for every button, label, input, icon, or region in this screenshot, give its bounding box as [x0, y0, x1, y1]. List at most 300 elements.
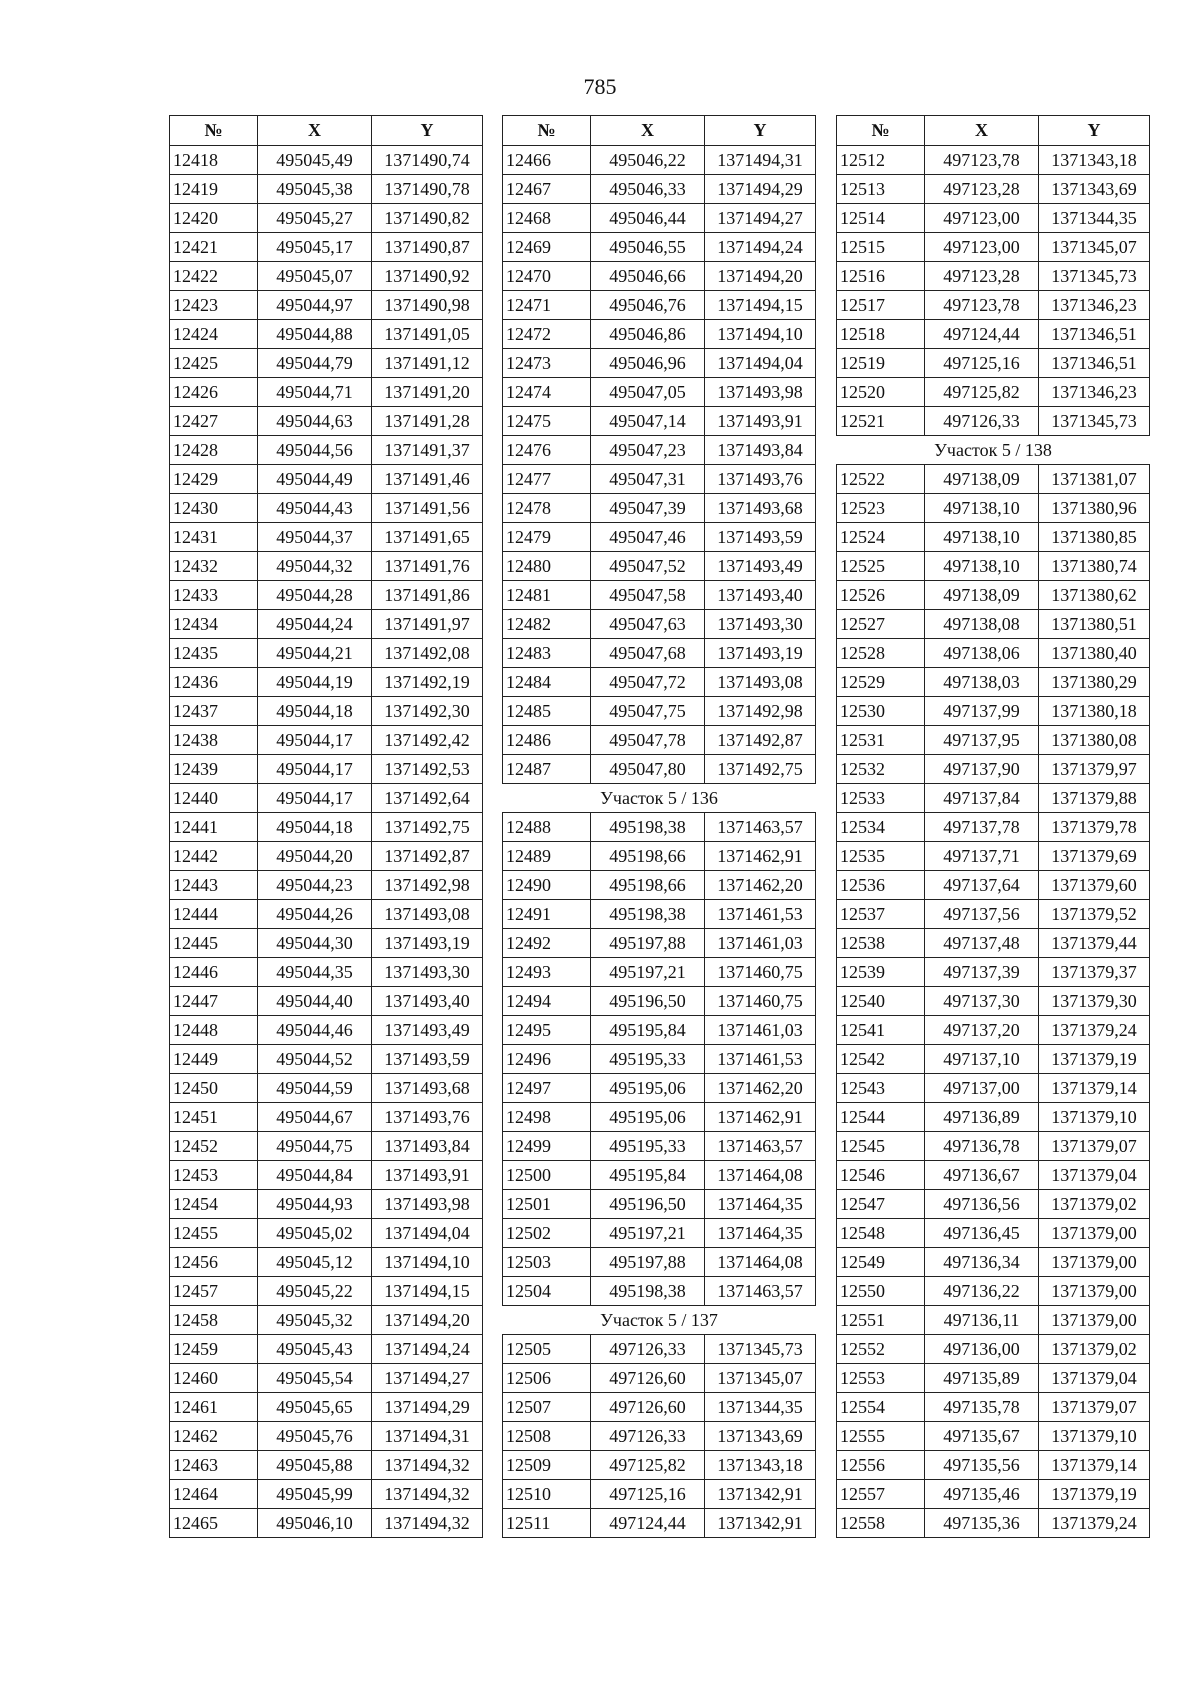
header-y: Y — [1039, 116, 1150, 146]
table-row — [837, 1509, 1150, 1538]
coord-y: 1371492,87 — [705, 726, 816, 755]
coord-y: 1371379,14 — [1039, 1074, 1150, 1103]
point-number: 12491 — [503, 900, 591, 929]
coord-x: 497135,67 — [925, 1422, 1039, 1451]
point-number: 12465 — [170, 1509, 258, 1538]
coord-x: 495044,59 — [258, 1074, 372, 1103]
table-row — [837, 320, 1150, 349]
coord-y: 1371380,74 — [1039, 552, 1150, 581]
coord-x: 495044,46 — [258, 1016, 372, 1045]
coord-x: 495047,58 — [591, 581, 705, 610]
point-number: 12428 — [170, 436, 258, 465]
coord-x: 497135,56 — [925, 1451, 1039, 1480]
coord-y: 1371493,59 — [372, 1045, 483, 1074]
table-row — [170, 726, 483, 755]
coord-y: 1371462,20 — [705, 1074, 816, 1103]
coord-x: 497126,60 — [591, 1364, 705, 1393]
coord-y: 1371464,08 — [705, 1161, 816, 1190]
coord-y: 1371345,07 — [705, 1364, 816, 1393]
coord-x: 497125,82 — [925, 378, 1039, 407]
coord-y: 1371346,51 — [1039, 349, 1150, 378]
table-row — [837, 929, 1150, 958]
point-number: 12556 — [837, 1451, 925, 1480]
coord-y: 1371460,75 — [705, 987, 816, 1016]
coord-x: 495198,38 — [591, 1277, 705, 1306]
coord-x: 495046,10 — [258, 1509, 372, 1538]
point-number: 12456 — [170, 1248, 258, 1277]
point-number: 12468 — [503, 204, 591, 233]
coord-x: 497136,89 — [925, 1103, 1039, 1132]
coord-y: 1371491,37 — [372, 436, 483, 465]
coord-x: 495044,97 — [258, 291, 372, 320]
coord-y: 1371380,96 — [1039, 494, 1150, 523]
coord-y: 1371494,32 — [372, 1451, 483, 1480]
coord-x: 495195,84 — [591, 1016, 705, 1045]
table-row — [837, 900, 1150, 929]
point-number: 12557 — [837, 1480, 925, 1509]
table-row — [837, 233, 1150, 262]
point-number: 12431 — [170, 523, 258, 552]
coord-x: 497137,78 — [925, 813, 1039, 842]
point-number: 12542 — [837, 1045, 925, 1074]
point-number: 12496 — [503, 1045, 591, 1074]
point-number: 12498 — [503, 1103, 591, 1132]
table-row — [170, 900, 483, 929]
coord-y: 1371379,10 — [1039, 1422, 1150, 1451]
coord-y: 1371493,84 — [372, 1132, 483, 1161]
point-number: 12432 — [170, 552, 258, 581]
point-number: 12442 — [170, 842, 258, 871]
table-row — [837, 1074, 1150, 1103]
coord-x: 495197,21 — [591, 958, 705, 987]
table-row — [170, 494, 483, 523]
coord-x: 497126,33 — [591, 1422, 705, 1451]
table-row — [170, 175, 483, 204]
table-row — [837, 1219, 1150, 1248]
coord-y: 1371346,51 — [1039, 320, 1150, 349]
point-number: 12472 — [503, 320, 591, 349]
coord-y: 1371379,04 — [1039, 1161, 1150, 1190]
coord-x: 495044,28 — [258, 581, 372, 610]
coord-y: 1371379,00 — [1039, 1248, 1150, 1277]
table-row — [503, 813, 816, 842]
point-number: 12547 — [837, 1190, 925, 1219]
table-row — [170, 1248, 483, 1277]
table-row — [170, 639, 483, 668]
coord-x: 495046,33 — [591, 175, 705, 204]
coord-y: 1371494,31 — [705, 146, 816, 175]
coord-x: 497136,34 — [925, 1248, 1039, 1277]
coord-x: 495044,79 — [258, 349, 372, 378]
table-row — [170, 1016, 483, 1045]
coord-y: 1371493,76 — [705, 465, 816, 494]
table-row — [503, 407, 816, 436]
coord-x: 495045,07 — [258, 262, 372, 291]
table-row — [170, 610, 483, 639]
coord-x: 495198,38 — [591, 813, 705, 842]
coord-x: 495195,33 — [591, 1132, 705, 1161]
header-num: № — [170, 116, 258, 146]
coord-x: 497123,00 — [925, 204, 1039, 233]
coord-x: 497135,89 — [925, 1364, 1039, 1393]
table-row — [837, 726, 1150, 755]
point-number: 12524 — [837, 523, 925, 552]
coord-x: 495045,12 — [258, 1248, 372, 1277]
coord-x: 495044,17 — [258, 755, 372, 784]
point-number: 12485 — [503, 697, 591, 726]
table-row — [503, 755, 816, 784]
header-num: № — [503, 116, 591, 146]
point-number: 12490 — [503, 871, 591, 900]
coord-y: 1371379,19 — [1039, 1045, 1150, 1074]
point-number: 12477 — [503, 465, 591, 494]
point-number: 12532 — [837, 755, 925, 784]
coord-y: 1371493,68 — [705, 494, 816, 523]
point-number: 12458 — [170, 1306, 258, 1335]
point-number: 12451 — [170, 1103, 258, 1132]
point-number: 12500 — [503, 1161, 591, 1190]
coord-y: 1371493,08 — [372, 900, 483, 929]
point-number: 12513 — [837, 175, 925, 204]
point-number: 12443 — [170, 871, 258, 900]
coord-x: 495044,26 — [258, 900, 372, 929]
header-y: Y — [372, 116, 483, 146]
coord-x: 497124,44 — [925, 320, 1039, 349]
coord-x: 495047,46 — [591, 523, 705, 552]
point-number: 12426 — [170, 378, 258, 407]
coord-x: 495044,84 — [258, 1161, 372, 1190]
point-number: 12445 — [170, 929, 258, 958]
point-number: 12471 — [503, 291, 591, 320]
point-number: 12503 — [503, 1248, 591, 1277]
table-row — [837, 1190, 1150, 1219]
point-number: 12536 — [837, 871, 925, 900]
coord-x: 495195,33 — [591, 1045, 705, 1074]
coord-x: 495045,17 — [258, 233, 372, 262]
table-row — [170, 1480, 483, 1509]
point-number: 12512 — [837, 146, 925, 175]
point-number: 12528 — [837, 639, 925, 668]
point-number: 12419 — [170, 175, 258, 204]
coord-y: 1371380,08 — [1039, 726, 1150, 755]
coord-y: 1371494,24 — [705, 233, 816, 262]
table-row — [170, 204, 483, 233]
point-number: 12548 — [837, 1219, 925, 1248]
coord-y: 1371492,98 — [705, 697, 816, 726]
table-row — [503, 378, 816, 407]
point-number: 12545 — [837, 1132, 925, 1161]
table-row — [170, 262, 483, 291]
point-number: 12551 — [837, 1306, 925, 1335]
point-number: 12538 — [837, 929, 925, 958]
coord-x: 495045,02 — [258, 1219, 372, 1248]
point-number: 12508 — [503, 1422, 591, 1451]
table-row — [837, 755, 1150, 784]
table-row — [837, 465, 1150, 494]
coord-y: 1371494,27 — [705, 204, 816, 233]
coord-x: 495044,18 — [258, 697, 372, 726]
coord-y: 1371379,24 — [1039, 1509, 1150, 1538]
table-row — [170, 1074, 483, 1103]
point-number: 12507 — [503, 1393, 591, 1422]
table-row — [170, 1364, 483, 1393]
point-number: 12429 — [170, 465, 258, 494]
point-number: 12473 — [503, 349, 591, 378]
point-number: 12527 — [837, 610, 925, 639]
coord-y: 1371494,04 — [705, 349, 816, 378]
point-number: 12447 — [170, 987, 258, 1016]
table-row — [170, 1306, 483, 1335]
coord-y: 1371491,97 — [372, 610, 483, 639]
section-row — [503, 784, 816, 813]
coord-y: 1371490,98 — [372, 291, 483, 320]
table-row — [170, 349, 483, 378]
coord-y: 1371345,73 — [1039, 262, 1150, 291]
coord-x: 495044,17 — [258, 784, 372, 813]
table-row — [503, 1480, 816, 1509]
point-number: 12453 — [170, 1161, 258, 1190]
coord-x: 497123,28 — [925, 262, 1039, 291]
point-number: 12487 — [503, 755, 591, 784]
coord-x: 495044,35 — [258, 958, 372, 987]
coord-y: 1371379,24 — [1039, 1016, 1150, 1045]
table-row — [503, 1393, 816, 1422]
coord-x: 497138,08 — [925, 610, 1039, 639]
point-number: 12501 — [503, 1190, 591, 1219]
coord-y: 1371491,28 — [372, 407, 483, 436]
coord-x: 495044,63 — [258, 407, 372, 436]
point-number: 12449 — [170, 1045, 258, 1074]
coord-x: 497137,30 — [925, 987, 1039, 1016]
coord-x: 495195,84 — [591, 1161, 705, 1190]
coord-x: 497136,67 — [925, 1161, 1039, 1190]
table-row — [837, 378, 1150, 407]
coord-x: 495044,67 — [258, 1103, 372, 1132]
coord-y: 1371461,03 — [705, 929, 816, 958]
coord-x: 495047,75 — [591, 697, 705, 726]
coord-x: 495044,37 — [258, 523, 372, 552]
coord-y: 1371492,75 — [372, 813, 483, 842]
coord-x: 495198,38 — [591, 900, 705, 929]
table-row — [837, 262, 1150, 291]
table-row — [503, 987, 816, 1016]
table-row — [503, 204, 816, 233]
point-number: 12440 — [170, 784, 258, 813]
coord-y: 1371492,19 — [372, 668, 483, 697]
coord-x: 497137,20 — [925, 1016, 1039, 1045]
point-number: 12467 — [503, 175, 591, 204]
header-row — [170, 116, 483, 146]
coord-y: 1371379,30 — [1039, 987, 1150, 1016]
table-row — [170, 1161, 483, 1190]
table-row — [837, 523, 1150, 552]
point-number: 12526 — [837, 581, 925, 610]
coord-y: 1371494,29 — [705, 175, 816, 204]
coord-x: 497138,10 — [925, 494, 1039, 523]
coord-y: 1371494,10 — [705, 320, 816, 349]
page-number: 785 — [583, 74, 617, 99]
header-x: X — [591, 116, 705, 146]
coord-x: 497136,22 — [925, 1277, 1039, 1306]
coord-x: 495044,19 — [258, 668, 372, 697]
coord-x: 497137,71 — [925, 842, 1039, 871]
table-row — [503, 1161, 816, 1190]
table-row — [170, 436, 483, 465]
coord-x: 495044,24 — [258, 610, 372, 639]
table-row — [837, 291, 1150, 320]
coord-y: 1371379,10 — [1039, 1103, 1150, 1132]
table-row — [503, 1364, 816, 1393]
point-number: 12448 — [170, 1016, 258, 1045]
coord-x: 495047,72 — [591, 668, 705, 697]
table-row — [170, 697, 483, 726]
coord-x: 497137,64 — [925, 871, 1039, 900]
point-number: 12541 — [837, 1016, 925, 1045]
point-number: 12482 — [503, 610, 591, 639]
coord-x: 495196,50 — [591, 987, 705, 1016]
coord-y: 1371493,84 — [705, 436, 816, 465]
coord-y: 1371492,42 — [372, 726, 483, 755]
coord-x: 497137,99 — [925, 697, 1039, 726]
table-row — [170, 1277, 483, 1306]
coord-x: 495044,93 — [258, 1190, 372, 1219]
point-number: 12430 — [170, 494, 258, 523]
table-row — [170, 958, 483, 987]
coord-x: 495197,88 — [591, 929, 705, 958]
point-number: 12460 — [170, 1364, 258, 1393]
coord-y: 1371493,08 — [705, 668, 816, 697]
table-row — [837, 581, 1150, 610]
coord-y: 1371379,00 — [1039, 1306, 1150, 1335]
table-row — [503, 726, 816, 755]
table-row — [837, 1045, 1150, 1074]
table-row — [837, 842, 1150, 871]
coord-y: 1371494,20 — [705, 262, 816, 291]
point-number: 12521 — [837, 407, 925, 436]
section-row — [837, 436, 1150, 465]
table-row — [503, 1219, 816, 1248]
coord-y: 1371342,91 — [705, 1480, 816, 1509]
point-number: 12437 — [170, 697, 258, 726]
point-number: 12478 — [503, 494, 591, 523]
coord-y: 1371380,85 — [1039, 523, 1150, 552]
table-row — [503, 581, 816, 610]
coord-y: 1371491,86 — [372, 581, 483, 610]
coord-x: 495046,22 — [591, 146, 705, 175]
point-number: 12464 — [170, 1480, 258, 1509]
table-row — [170, 1393, 483, 1422]
coord-x: 495047,80 — [591, 755, 705, 784]
coord-x: 497125,82 — [591, 1451, 705, 1480]
coord-x: 495044,88 — [258, 320, 372, 349]
point-number: 12522 — [837, 465, 925, 494]
point-number: 12474 — [503, 378, 591, 407]
table-row — [503, 1248, 816, 1277]
point-number: 12518 — [837, 320, 925, 349]
coord-y: 1371493,98 — [705, 378, 816, 407]
point-number: 12514 — [837, 204, 925, 233]
coord-y: 1371490,78 — [372, 175, 483, 204]
table-row — [170, 987, 483, 1016]
coord-y: 1371493,91 — [372, 1161, 483, 1190]
coord-x: 495044,40 — [258, 987, 372, 1016]
table-row — [837, 1393, 1150, 1422]
coord-y: 1371494,32 — [372, 1480, 483, 1509]
point-number: 12529 — [837, 668, 925, 697]
coord-y: 1371493,19 — [705, 639, 816, 668]
coord-y: 1371493,49 — [705, 552, 816, 581]
point-number: 12511 — [503, 1509, 591, 1538]
point-number: 12466 — [503, 146, 591, 175]
coord-y: 1371380,51 — [1039, 610, 1150, 639]
table-row — [503, 1277, 816, 1306]
coordinates-table-2 — [502, 115, 816, 1538]
coord-x: 497138,09 — [925, 465, 1039, 494]
table-row — [837, 175, 1150, 204]
section-label: Участок 5 / 137 — [503, 1306, 816, 1335]
coord-y: 1371491,65 — [372, 523, 483, 552]
coord-y: 1371493,30 — [372, 958, 483, 987]
coord-x: 495044,56 — [258, 436, 372, 465]
point-number: 12424 — [170, 320, 258, 349]
coord-x: 497137,56 — [925, 900, 1039, 929]
coord-y: 1371379,37 — [1039, 958, 1150, 987]
table-row — [503, 668, 816, 697]
header-y: Y — [705, 116, 816, 146]
table-row — [837, 349, 1150, 378]
coordinates-table-1 — [169, 115, 483, 1538]
table-row — [837, 494, 1150, 523]
coord-y: 1371494,15 — [705, 291, 816, 320]
point-number: 12488 — [503, 813, 591, 842]
table-row — [837, 697, 1150, 726]
coord-x: 497125,16 — [591, 1480, 705, 1509]
table-row — [503, 929, 816, 958]
coord-y: 1371344,35 — [1039, 204, 1150, 233]
coord-y: 1371492,75 — [705, 755, 816, 784]
table-row — [170, 1509, 483, 1538]
coord-y: 1371380,62 — [1039, 581, 1150, 610]
table-row — [170, 1451, 483, 1480]
table-row — [503, 900, 816, 929]
table-row — [170, 233, 483, 262]
coord-x: 495196,50 — [591, 1190, 705, 1219]
table-row — [837, 987, 1150, 1016]
coord-y: 1371379,78 — [1039, 813, 1150, 842]
point-number: 12549 — [837, 1248, 925, 1277]
coord-x: 495044,49 — [258, 465, 372, 494]
table-row — [170, 1335, 483, 1364]
coord-y: 1371494,10 — [372, 1248, 483, 1277]
coord-x: 495198,66 — [591, 842, 705, 871]
coord-x: 497123,78 — [925, 146, 1039, 175]
coord-x: 495044,18 — [258, 813, 372, 842]
coord-y: 1371463,57 — [705, 1277, 816, 1306]
coord-x: 497137,10 — [925, 1045, 1039, 1074]
point-number: 12554 — [837, 1393, 925, 1422]
coord-x: 495046,96 — [591, 349, 705, 378]
coord-y: 1371379,44 — [1039, 929, 1150, 958]
coord-y: 1371343,69 — [1039, 175, 1150, 204]
point-number: 12517 — [837, 291, 925, 320]
point-number: 12433 — [170, 581, 258, 610]
coord-x: 495044,21 — [258, 639, 372, 668]
coord-y: 1371494,24 — [372, 1335, 483, 1364]
table-row — [503, 1190, 816, 1219]
section-row — [503, 1306, 816, 1335]
coord-x: 495044,20 — [258, 842, 372, 871]
table-row — [837, 958, 1150, 987]
